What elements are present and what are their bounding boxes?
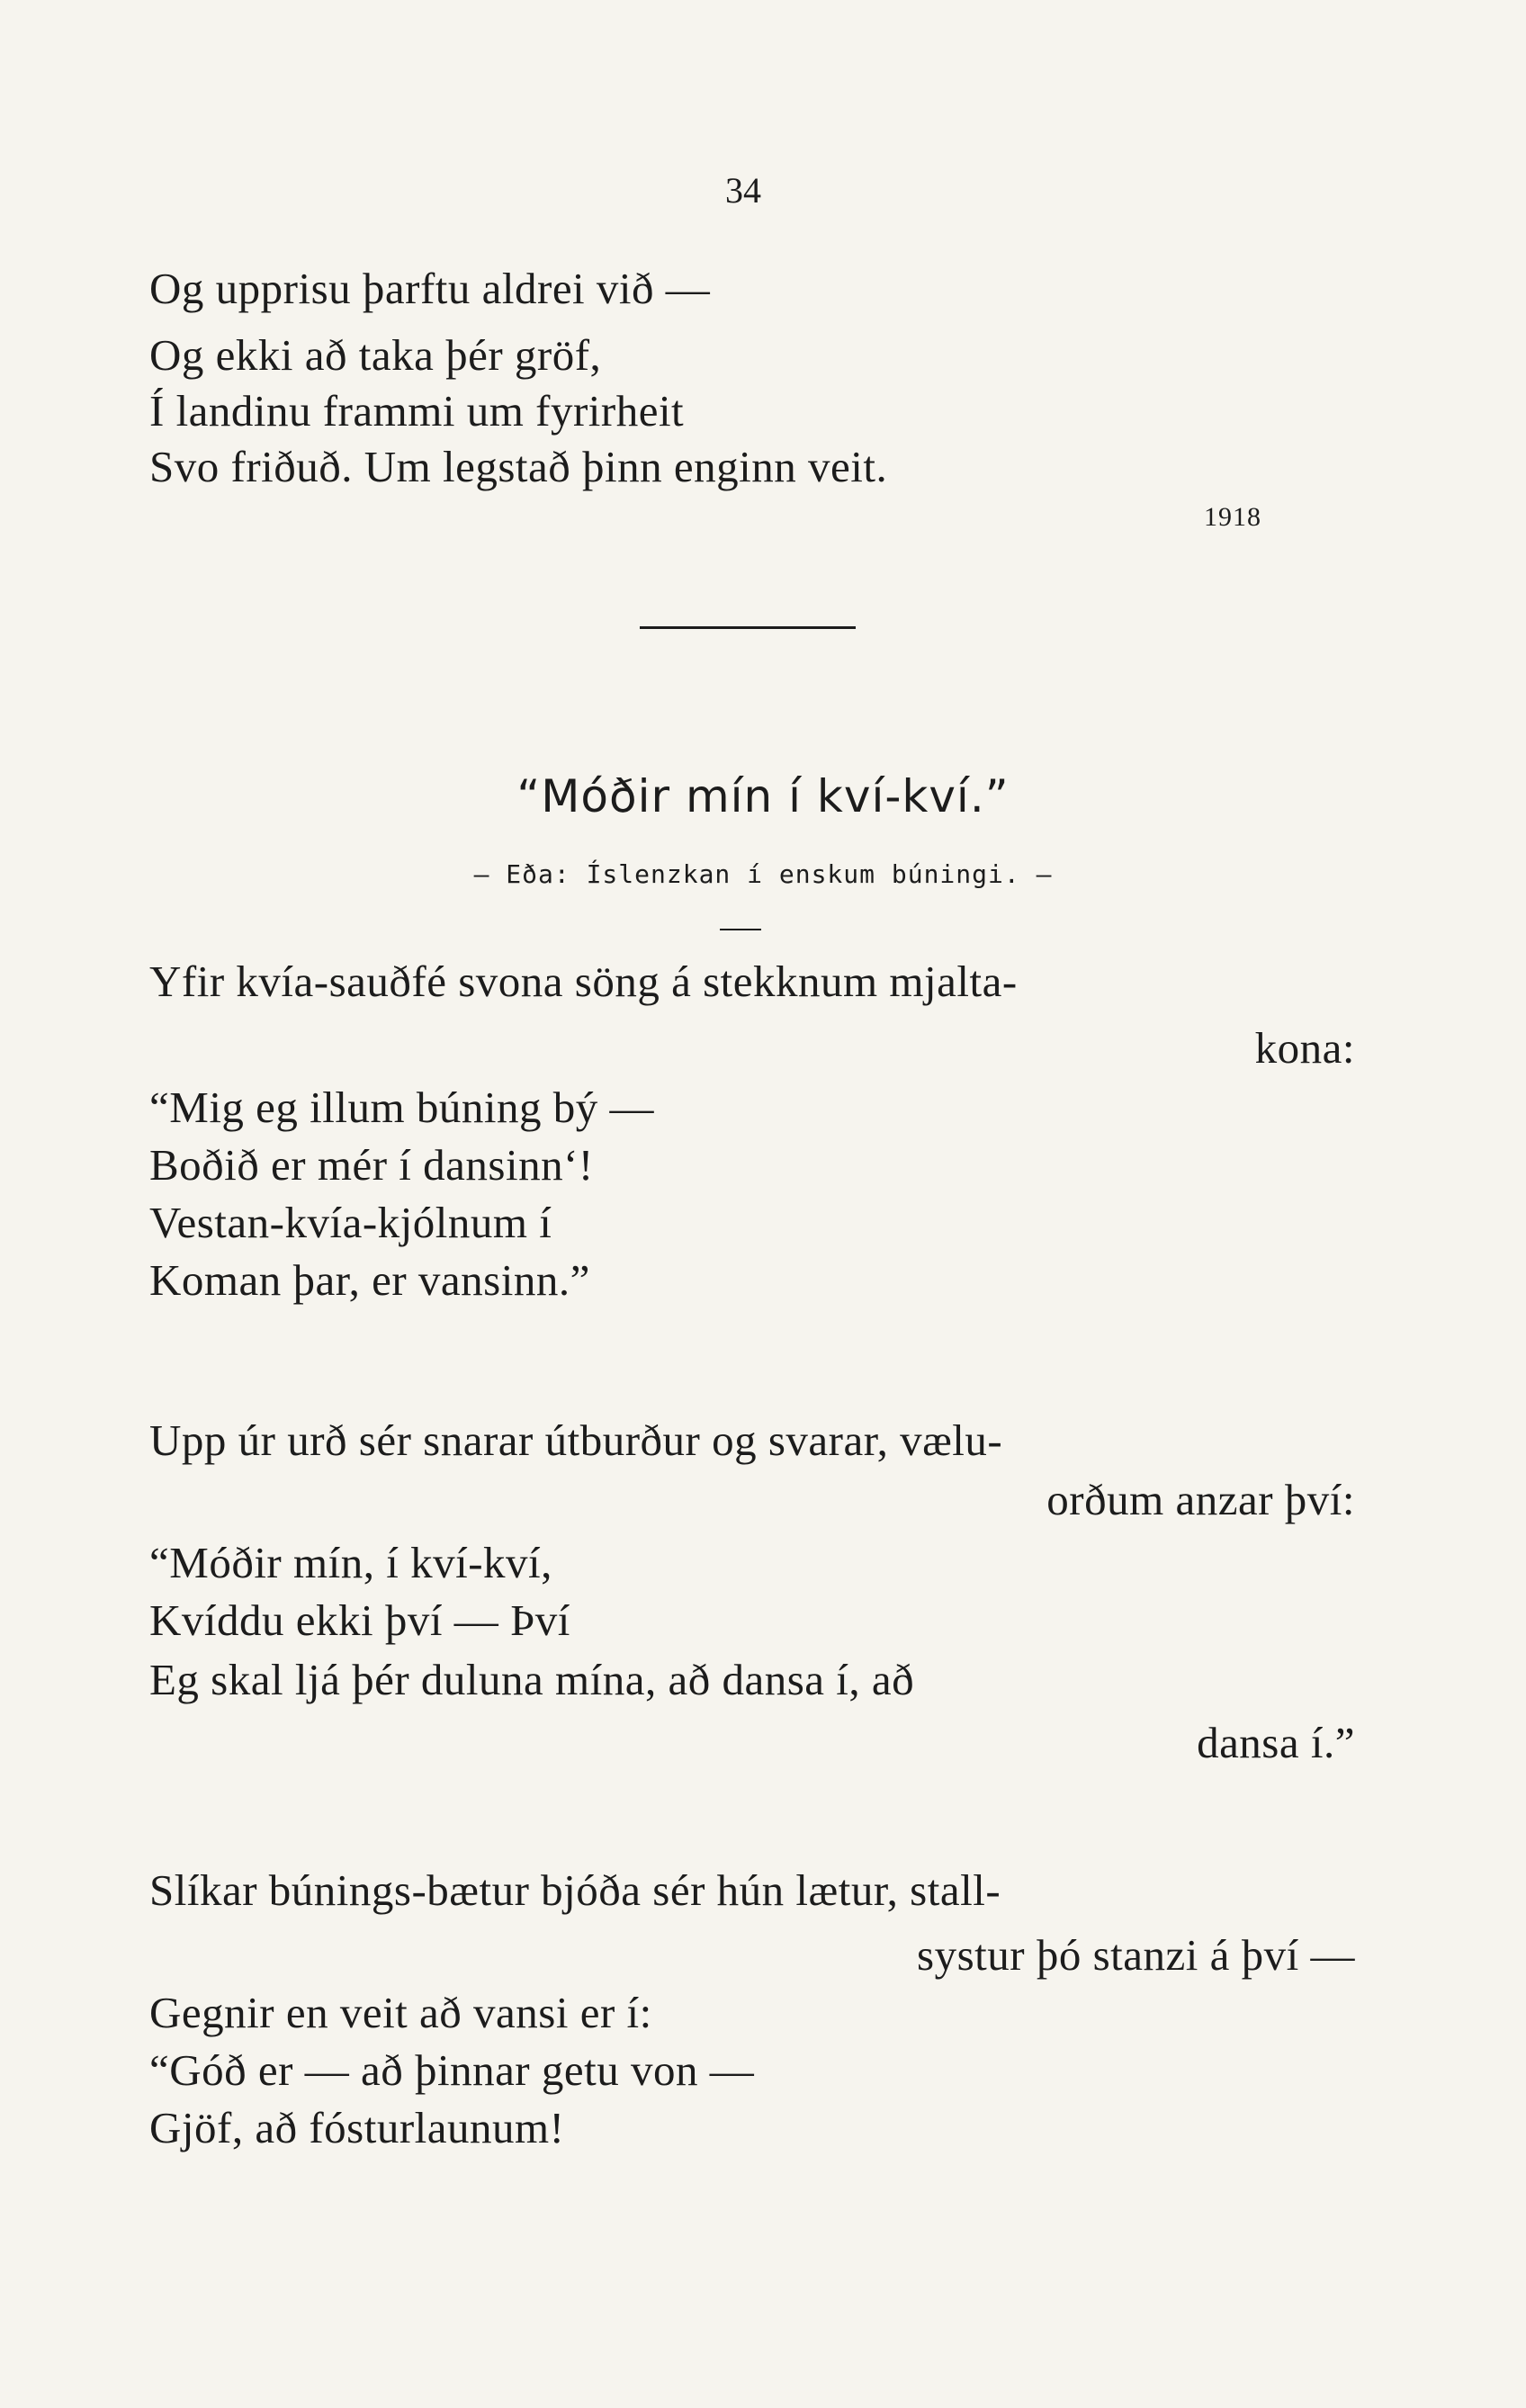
poem1-line-4: Svo friðuð. Um legstað þinn enginn veit. bbox=[149, 442, 888, 491]
stanza2-line-4-cont: dansa í.” bbox=[1197, 1718, 1355, 1767]
stanza3-line-3: “Góð er — að þinnar getu von — bbox=[149, 2045, 755, 2095]
stanza1-line-3: Boðið er mér í dansinn‘! bbox=[149, 1140, 594, 1190]
stanza2-line-1: Upp úr urð sér snarar útburður og svarar, vælu- bbox=[149, 1415, 1003, 1465]
page-number: 34 bbox=[725, 170, 761, 211]
stanza3-line-1: Slíkar búnings-bætur bjóða sér hún lætur, stall- bbox=[149, 1865, 1001, 1915]
section-divider bbox=[640, 626, 856, 629]
stanza2-line-2: “Móðir mín, í kví-kví, bbox=[149, 1538, 552, 1587]
stanza1-line-5: Koman þar, er vansinn.” bbox=[149, 1255, 590, 1305]
poem2-title: “Móðir mín í kví-kví.” bbox=[516, 770, 1010, 822]
stanza3-line-2: Gegnir en veit að vansi er í: bbox=[149, 1988, 652, 2037]
subtitle-rule bbox=[720, 929, 761, 930]
stanza3-line-1-cont: systur þó stanzi á því — bbox=[917, 1930, 1355, 1980]
stanza3-line-4: Gjöf, að fósturlaunum! bbox=[149, 2103, 565, 2152]
stanza1-line-1-cont: kona: bbox=[1254, 1023, 1355, 1073]
stanza1-line-1: Yfir kvía-sauðfé svona söng á stekknum mjalta- bbox=[149, 957, 1018, 1006]
poem1-line-2: Og ekki að taka þér gröf, bbox=[149, 330, 602, 380]
stanza2-line-3: Kvíddu ekki því — Því bbox=[149, 1595, 570, 1645]
stanza2-line-4: Eg skal ljá þér duluna mína, að dansa í, að bbox=[149, 1655, 915, 1704]
stanza2-line-1-cont: orðum anzar því: bbox=[1046, 1475, 1355, 1524]
poem1-line-1: Og upprisu þarftu aldrei við — bbox=[149, 264, 711, 313]
stanza1-line-2: “Mig eg illum búning bý — bbox=[149, 1083, 654, 1132]
poem2-subtitle: — Eða: Íslenzkan í enskum búningi. — bbox=[473, 859, 1053, 889]
poem1-year: 1918 bbox=[1204, 502, 1261, 532]
poem1-line-3: Í landinu frammi um fyrirheit bbox=[149, 386, 685, 436]
stanza1-line-4: Vestan-kvía-kjólnum í bbox=[149, 1198, 552, 1247]
